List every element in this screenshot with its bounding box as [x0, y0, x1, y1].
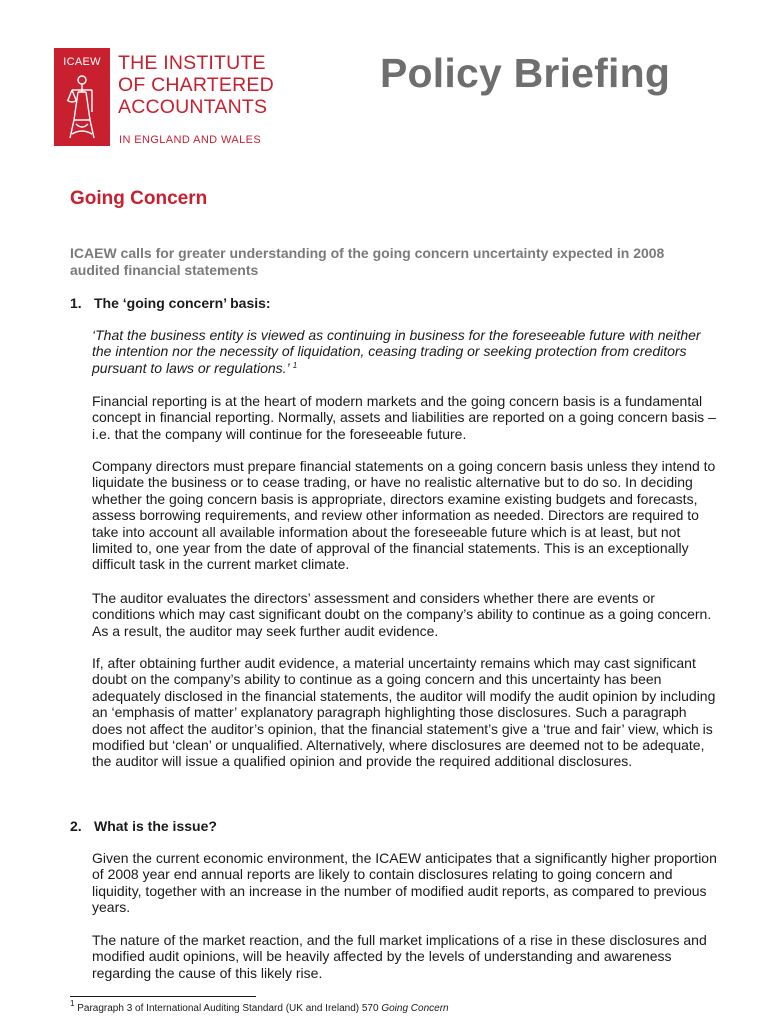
organization-subtitle: IN ENGLAND AND WALES [119, 134, 262, 146]
document-type: Policy Briefing [380, 50, 671, 96]
organization-name-line: OF CHARTERED [118, 74, 274, 96]
footnote-marker: 1 [70, 999, 75, 1008]
paragraph: The nature of the market reaction, and the full market implications of a rise in these disclosures and modified audit opinions, will be heavily affected by the levels of understanding and awareness regarding the cause of this likely rise. [92, 932, 707, 981]
definition-quote [92, 327, 718, 376]
footnote-ref: 1 [292, 360, 298, 370]
intro-summary: ICAEW calls for greater understanding of the going concern uncertainty expected in 2008 audited financial statements [70, 245, 665, 278]
footnote-italic-title: Going Concern [381, 1003, 449, 1014]
section-heading-text: The ‘going concern’ basis: [94, 295, 271, 311]
document-title: Going Concern [70, 188, 208, 209]
justice-figure-icon [60, 72, 104, 142]
organization-name-line: THE INSTITUTE [118, 52, 266, 74]
logo-abbreviation: ICAEW [63, 56, 101, 68]
paragraph: Financial reporting is at the heart of modern markets and the going concern basis is a fundamental concept in financial reporting. Normally, assets and liabilities are reported on a going concern basis – i.e. that the company will continue for the foreseeable future. [92, 393, 716, 442]
footnote [70, 999, 449, 1014]
paragraph: If, after obtaining further audit evidence, a material uncertainty remains which may cast significant doubt on the company’s ability to continue as a going concern and this uncertainty has been adequately disclosed in the financial statements, the auditor will modify the audit opinion by including an ‘emphasis of matter’ explanatory paragraph highlighting those disclosures. Such a paragraph does not affect the auditor’s opinion, that the financial statement’s give a ‘true and fair’ view, which is modified but ‘clean’ or unqualified. Alternatively, where disclosures are deemed not to be adequate, the auditor will issue a qualified opinion and provide the required additional disclosures. [92, 655, 716, 770]
section-heading-text: What is the issue? [94, 818, 217, 834]
paragraph: The auditor evaluates the directors’ assessment and considers whether there are events or conditions which may cast significant doubt on the company’s ability to continue as a going concern. As a result, the auditor may seek further audit evidence. [92, 590, 712, 639]
footnote-divider [70, 996, 256, 997]
section-heading [70, 818, 217, 834]
section-heading [70, 295, 271, 311]
section-number: 1. [70, 295, 82, 311]
section-number: 2. [70, 818, 82, 834]
organization-name-line: ACCOUNTANTS [118, 96, 268, 118]
paragraph: Company directors must prepare financial statements on a going concern basis unless they intend to liquidate the business or to cease trading, or have no realistic alternative but to do so. In deciding whether the going concern basis is appropriate, directors examine existing budgets and forecasts, assess borrowing requirements, and review other information as needed. Directors are required to take into account all available information about the foreseeable future which is at least, but not limited to, one year from the date of approval of the financial statements. This is an exceptionally difficult task in the current market climate. [92, 458, 716, 573]
paragraph: Given the current economic environment, the ICAEW anticipates that a significantly higher proportion of 2008 year end annual reports are likely to contain disclosures relating to going concern and liquidity, together with an increase in the number of modified audit reports, as compared to previous years. [92, 850, 717, 916]
organization-name [118, 52, 274, 118]
icaew-logo [54, 48, 110, 146]
quote-text: ‘That the business entity is viewed as continuing in business for the foreseeable future with neither the intention nor the necessity of liquidation, ceasing trading or seeking protection from creditors pursuant to laws or regulations.’ [92, 327, 701, 376]
footnote-text: Paragraph 3 of International Auditing Standard (UK and Ireland) 570 [77, 1003, 379, 1014]
